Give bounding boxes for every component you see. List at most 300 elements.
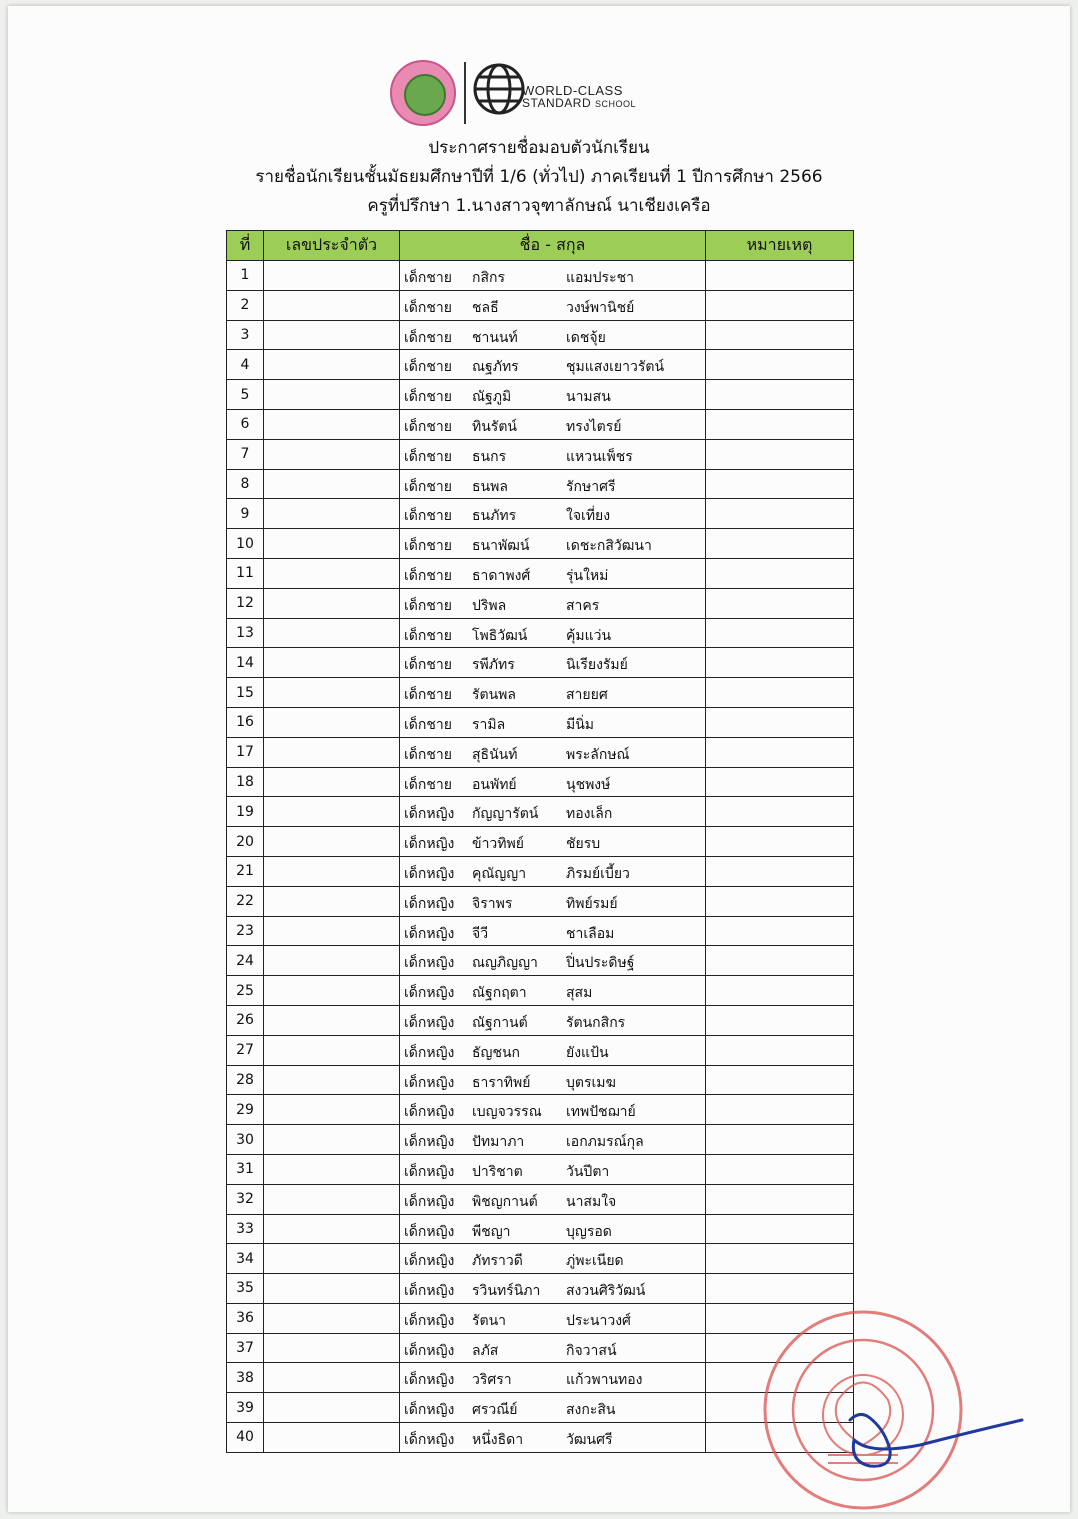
table-row [227, 827, 854, 857]
row-number: 21 [227, 856, 264, 886]
student-title: เด็กหญิง [404, 1134, 455, 1151]
student-title: เด็กหญิง [404, 1283, 455, 1300]
table-row [227, 1035, 854, 1065]
student-id-cell [264, 797, 400, 827]
student-title: เด็กหญิง [404, 1193, 455, 1210]
table-row [227, 976, 854, 1006]
row-number: 25 [227, 976, 264, 1006]
row-number: 40 [227, 1423, 264, 1453]
roster-body [227, 261, 854, 1453]
student-first-name: ธนพล [472, 478, 508, 495]
student-id-cell [264, 1035, 400, 1065]
student-id-cell [264, 1303, 400, 1333]
student-last-name: ยังแป้น [566, 1044, 609, 1061]
tree-icon [404, 74, 446, 116]
student-last-name: สงกะสิน [566, 1402, 616, 1419]
student-last-name: นิเรียงรัมย์ [566, 657, 628, 674]
student-name-cell [400, 1214, 706, 1244]
table-row [227, 916, 854, 946]
table-row [227, 320, 854, 350]
student-id-cell [264, 588, 400, 618]
logo-divider [464, 62, 466, 124]
document-title: ประกาศรายชื่อมอบตัวนักเรียน [428, 138, 650, 158]
row-number: 6 [227, 409, 264, 439]
student-roster-table [226, 230, 854, 1453]
row-number: 14 [227, 648, 264, 678]
student-title: เด็กหญิง [404, 1014, 455, 1031]
student-id-cell [264, 648, 400, 678]
student-name-cell [400, 946, 706, 976]
row-number: 31 [227, 1154, 264, 1184]
student-first-name: จีวี [472, 925, 489, 942]
student-first-name: รัตนพล [472, 687, 516, 704]
row-number: 29 [227, 1095, 264, 1125]
student-first-name: ปัทมาภา [472, 1134, 525, 1151]
student-name-cell [400, 737, 706, 767]
student-title: เด็กชาย [404, 508, 452, 525]
student-last-name: แอมประชา [566, 270, 634, 286]
school-logo [390, 60, 456, 126]
student-title: เด็กหญิง [404, 1163, 455, 1180]
student-id-cell [264, 1065, 400, 1095]
row-number: 26 [227, 1005, 264, 1035]
student-last-name: ทิพย์รมย์ [566, 895, 618, 912]
table-row [227, 409, 854, 439]
row-number: 1 [227, 261, 264, 291]
student-name-cell [400, 1065, 706, 1095]
student-last-name: ปิ่นประดิษฐ์ [566, 955, 635, 972]
student-title: เด็กชาย [404, 418, 452, 435]
row-number: 22 [227, 886, 264, 916]
remark-cell [706, 529, 854, 559]
student-first-name: ภัทราวดี [472, 1253, 523, 1270]
table-row [227, 1184, 854, 1214]
remark-cell [706, 1005, 854, 1035]
student-name-cell [400, 588, 706, 618]
remark-cell [706, 1095, 854, 1125]
student-first-name: ลภัส [472, 1342, 499, 1359]
student-last-name: วงษ์พานิชย์ [566, 299, 635, 316]
remark-cell [706, 737, 854, 767]
student-first-name: อนพัทย์ [472, 776, 517, 793]
student-id-cell [264, 1244, 400, 1274]
student-name-cell [400, 469, 706, 499]
row-number: 3 [227, 320, 264, 350]
student-name-cell [400, 290, 706, 320]
student-title: เด็กชาย [404, 448, 452, 465]
student-name-cell [400, 1303, 706, 1333]
student-name-cell [400, 767, 706, 797]
student-first-name: ณัฐกฤตา [472, 985, 527, 1002]
table-row [227, 499, 854, 529]
remark-cell [706, 916, 854, 946]
student-last-name: ประนาวงศ์ [566, 1312, 631, 1329]
student-last-name: เทพปัชฌาย์ [566, 1104, 636, 1121]
table-row [227, 856, 854, 886]
student-name-cell [400, 797, 706, 827]
student-last-name: ทรงไตรย์ [566, 418, 622, 435]
student-first-name: ธนกร [472, 448, 507, 465]
remark-cell [706, 558, 854, 588]
student-name-cell [400, 1095, 706, 1125]
student-last-name: ภิรมย์เบี้ยว [566, 865, 630, 882]
student-title: เด็กชาย [404, 478, 452, 495]
remark-cell [706, 1274, 854, 1304]
row-number: 32 [227, 1184, 264, 1214]
remark-cell [706, 1065, 854, 1095]
student-id-cell [264, 916, 400, 946]
remark-cell [706, 1184, 854, 1214]
student-last-name: แก้วพานทอง [566, 1372, 643, 1389]
table-row [227, 1065, 854, 1095]
remark-cell [706, 439, 854, 469]
student-first-name: ปาริชาต [472, 1163, 523, 1180]
row-number: 10 [227, 529, 264, 559]
student-first-name: จิราพร [472, 895, 513, 912]
student-title: เด็กหญิง [404, 1402, 455, 1419]
student-title: เด็กชาย [404, 716, 452, 733]
student-first-name: กัญญารัตน์ [472, 806, 539, 823]
student-title: เด็กหญิง [404, 1372, 455, 1389]
student-name-cell [400, 1274, 706, 1304]
student-last-name: ชัยรบ [566, 836, 601, 853]
student-name-cell [400, 976, 706, 1006]
table-row [227, 648, 854, 678]
student-first-name: ณญภิญญา [472, 955, 538, 972]
remark-cell [706, 767, 854, 797]
student-last-name: ทองเล็ก [566, 806, 613, 823]
student-last-name: ใจเที่ยง [566, 508, 611, 525]
student-first-name: ธนภัทร [472, 508, 517, 525]
student-title: เด็กชาย [404, 776, 452, 793]
row-number: 8 [227, 469, 264, 499]
student-first-name: รพีภัทร [472, 657, 515, 674]
row-number: 19 [227, 797, 264, 827]
row-number: 34 [227, 1244, 264, 1274]
remark-cell [706, 499, 854, 529]
student-title: เด็กหญิง [404, 925, 455, 942]
remark-cell [706, 856, 854, 886]
globe-icon [472, 62, 526, 116]
student-name-cell [400, 320, 706, 350]
student-title: เด็กหญิง [404, 895, 455, 912]
student-name-cell [400, 1393, 706, 1423]
student-last-name: บุญรอด [566, 1223, 612, 1240]
student-id-cell [264, 350, 400, 380]
signature [830, 1400, 1030, 1480]
remark-cell [706, 1035, 854, 1065]
row-number: 30 [227, 1125, 264, 1155]
table-row [227, 1214, 854, 1244]
table-row [227, 618, 854, 648]
student-title: เด็กชาย [404, 597, 452, 614]
student-title: เด็กชาย [404, 389, 452, 406]
student-id-cell [264, 469, 400, 499]
student-last-name: คุ้มแว่น [566, 627, 612, 644]
student-id-cell [264, 1393, 400, 1423]
student-title: เด็กชาย [404, 567, 452, 584]
table-row [227, 380, 854, 410]
student-first-name: กสิกร [472, 270, 506, 286]
student-id-cell [264, 678, 400, 708]
student-first-name: ธนาพัฒน์ [472, 538, 530, 555]
table-header-row [227, 231, 854, 261]
student-first-name: ธัญชนก [472, 1044, 521, 1061]
student-first-name: ณัฐกานต์ [472, 1014, 528, 1031]
student-last-name: สงวนศิริวัฒน์ [566, 1283, 646, 1300]
table-row [227, 529, 854, 559]
remark-cell [706, 261, 854, 291]
student-name-cell [400, 261, 706, 291]
student-id-cell [264, 976, 400, 1006]
student-first-name: รามิล [472, 716, 506, 733]
remark-cell [706, 409, 854, 439]
student-name-cell [400, 1154, 706, 1184]
row-number: 36 [227, 1303, 264, 1333]
row-number: 7 [227, 439, 264, 469]
table-row [227, 707, 854, 737]
table-row [227, 1095, 854, 1125]
student-title: เด็กหญิง [404, 1312, 455, 1329]
student-id-cell [264, 886, 400, 916]
row-number: 5 [227, 380, 264, 410]
student-id-cell [264, 261, 400, 291]
student-last-name: แหวนเพ็ชร [566, 448, 633, 465]
student-name-cell [400, 499, 706, 529]
row-number: 33 [227, 1214, 264, 1244]
student-last-name: รุ่นใหม่ [566, 567, 609, 584]
student-id-cell [264, 1423, 400, 1453]
row-number: 37 [227, 1333, 264, 1363]
student-id-cell [264, 1214, 400, 1244]
student-title: เด็กชาย [404, 299, 452, 316]
student-last-name: รัตนกสิกร [566, 1014, 626, 1031]
table-row [227, 737, 854, 767]
remark-cell [706, 827, 854, 857]
student-name-cell [400, 529, 706, 559]
student-name-cell [400, 1125, 706, 1155]
remark-cell [706, 1244, 854, 1274]
student-id-cell [264, 827, 400, 857]
table-row [227, 1274, 854, 1304]
student-last-name: สุสม [566, 985, 593, 1002]
student-name-cell [400, 618, 706, 648]
table-row [227, 261, 854, 291]
remark-cell [706, 588, 854, 618]
student-id-cell [264, 1184, 400, 1214]
student-first-name: รัตนา [472, 1312, 507, 1329]
student-title: เด็กชาย [404, 538, 452, 555]
student-title: เด็กหญิง [404, 985, 455, 1002]
remark-cell [706, 618, 854, 648]
table-row [227, 767, 854, 797]
table-row [227, 469, 854, 499]
remark-cell [706, 380, 854, 410]
row-number: 23 [227, 916, 264, 946]
student-last-name: เดชะกสิวัฒนา [566, 538, 652, 555]
student-first-name: คุณัญญา [472, 865, 527, 882]
student-id-cell [264, 290, 400, 320]
student-id-cell [264, 1274, 400, 1304]
remark-cell [706, 886, 854, 916]
student-name-cell [400, 886, 706, 916]
student-first-name: ทินรัตน์ [472, 418, 517, 435]
student-first-name: หนึ่งธิดา [472, 1432, 524, 1449]
table-row [227, 290, 854, 320]
row-number: 18 [227, 767, 264, 797]
student-id-cell [264, 558, 400, 588]
student-first-name: ธาดาพงศ์ [472, 567, 531, 584]
row-number: 12 [227, 588, 264, 618]
row-number: 15 [227, 678, 264, 708]
student-last-name: ชาเลือม [566, 925, 615, 942]
student-last-name: มีนิ่ม [566, 716, 595, 733]
remark-cell [706, 976, 854, 1006]
student-title: เด็กหญิง [404, 836, 455, 853]
remark-cell [706, 320, 854, 350]
student-last-name: นามสน [566, 389, 611, 406]
col-header-remark: หมายเหตุ [706, 231, 854, 261]
student-last-name: ชุมแสงเยาวรัตน์ [566, 359, 665, 376]
student-first-name: สุธินันท์ [472, 746, 518, 763]
student-id-cell [264, 409, 400, 439]
col-header-no: ที่ [227, 231, 264, 261]
row-number: 24 [227, 946, 264, 976]
student-id-cell [264, 380, 400, 410]
student-first-name: พีชญา [472, 1223, 511, 1240]
student-name-cell [400, 1423, 706, 1453]
student-first-name: ข้าวทิพย์ [472, 836, 524, 853]
student-last-name: เดชจุ้ย [566, 329, 606, 346]
row-number: 28 [227, 1065, 264, 1095]
student-first-name: ชลธี [472, 299, 499, 316]
student-last-name: นุชพงษ์ [566, 776, 611, 793]
student-id-cell [264, 767, 400, 797]
row-number: 16 [227, 707, 264, 737]
student-name-cell [400, 678, 706, 708]
row-number: 27 [227, 1035, 264, 1065]
student-name-cell [400, 916, 706, 946]
student-name-cell [400, 409, 706, 439]
student-title: เด็กชาย [404, 359, 452, 376]
header-logos [390, 56, 640, 130]
col-header-name: ชื่อ - สกุล [400, 231, 706, 261]
student-last-name: วัฒนศรี [566, 1432, 613, 1449]
student-id-cell [264, 618, 400, 648]
student-id-cell [264, 737, 400, 767]
remark-cell [706, 797, 854, 827]
remark-cell [706, 469, 854, 499]
world-class-wordmark: WORLD-CLASS STANDARD SCHOOL [522, 83, 636, 110]
table-row [227, 1154, 854, 1184]
student-last-name: วันปีตา [566, 1163, 610, 1180]
student-title: เด็กหญิง [404, 865, 455, 882]
table-row [227, 1125, 854, 1155]
student-title: เด็กชาย [404, 627, 452, 644]
student-last-name: นาสมใจ [566, 1193, 617, 1210]
student-name-cell [400, 856, 706, 886]
row-number: 4 [227, 350, 264, 380]
student-id-cell [264, 1154, 400, 1184]
row-number: 2 [227, 290, 264, 320]
student-title: เด็กชาย [404, 270, 452, 286]
student-id-cell [264, 856, 400, 886]
student-last-name: รักษาศรี [566, 478, 616, 495]
student-first-name: ธาราทิพย์ [472, 1074, 531, 1091]
row-number: 17 [227, 737, 264, 767]
table-row [227, 1244, 854, 1274]
student-last-name: กิจวาสน์ [566, 1342, 617, 1359]
student-id-cell [264, 1363, 400, 1393]
student-last-name: พระลักษณ์ [566, 746, 630, 763]
student-first-name: ปริพล [472, 597, 507, 614]
table-row [227, 797, 854, 827]
row-number: 35 [227, 1274, 264, 1304]
row-number: 39 [227, 1393, 264, 1423]
student-name-cell [400, 558, 706, 588]
remark-cell [706, 678, 854, 708]
student-title: เด็กชาย [404, 329, 452, 346]
remark-cell [706, 707, 854, 737]
table-row [227, 886, 854, 916]
student-title: เด็กชาย [404, 746, 452, 763]
student-id-cell [264, 1125, 400, 1155]
student-name-cell [400, 827, 706, 857]
student-first-name: โพธิวัฒน์ [472, 627, 528, 644]
table-row [227, 439, 854, 469]
student-last-name: เอกภมรณ์กุล [566, 1134, 644, 1151]
table-row [227, 1005, 854, 1035]
student-first-name: ศรวณีย์ [472, 1402, 518, 1419]
row-number: 13 [227, 618, 264, 648]
remark-cell [706, 290, 854, 320]
student-id-cell [264, 320, 400, 350]
student-name-cell [400, 350, 706, 380]
remark-cell [706, 1214, 854, 1244]
student-first-name: ณัฐภูมิ [472, 389, 512, 406]
row-number: 11 [227, 558, 264, 588]
student-last-name: ภู่พะเนียด [566, 1253, 624, 1270]
student-id-cell [264, 1095, 400, 1125]
student-title: เด็กหญิง [404, 1104, 455, 1121]
student-id-cell [264, 439, 400, 469]
student-title: เด็กหญิง [404, 1253, 455, 1270]
student-title: เด็กหญิง [404, 955, 455, 972]
student-last-name: บุตรเมฆ [566, 1074, 616, 1091]
student-name-cell [400, 439, 706, 469]
student-name-cell [400, 648, 706, 678]
student-title: เด็กหญิง [404, 806, 455, 823]
student-name-cell [400, 1244, 706, 1274]
student-title: เด็กชาย [404, 687, 452, 704]
student-id-cell [264, 499, 400, 529]
table-row [227, 678, 854, 708]
student-first-name: วริศรา [472, 1372, 512, 1389]
student-first-name: พิชญกานต์ [472, 1193, 538, 1210]
table-row [227, 946, 854, 976]
student-first-name: ณฐภัทร [472, 359, 519, 376]
document-subtitle: รายชื่อนักเรียนชั้นมัธยมศึกษาปีที่ 1/6 (ทั่วไป) ภาคเรียนที่ 1 ปีการศึกษา 2566 [255, 167, 823, 187]
student-name-cell [400, 1333, 706, 1363]
student-last-name: สาคร [566, 597, 600, 614]
student-name-cell [400, 1035, 706, 1065]
student-id-cell [264, 707, 400, 737]
student-title: เด็กชาย [404, 657, 452, 674]
student-last-name: สายยศ [566, 687, 608, 704]
table-row [227, 558, 854, 588]
remark-cell [706, 648, 854, 678]
student-name-cell [400, 1184, 706, 1214]
